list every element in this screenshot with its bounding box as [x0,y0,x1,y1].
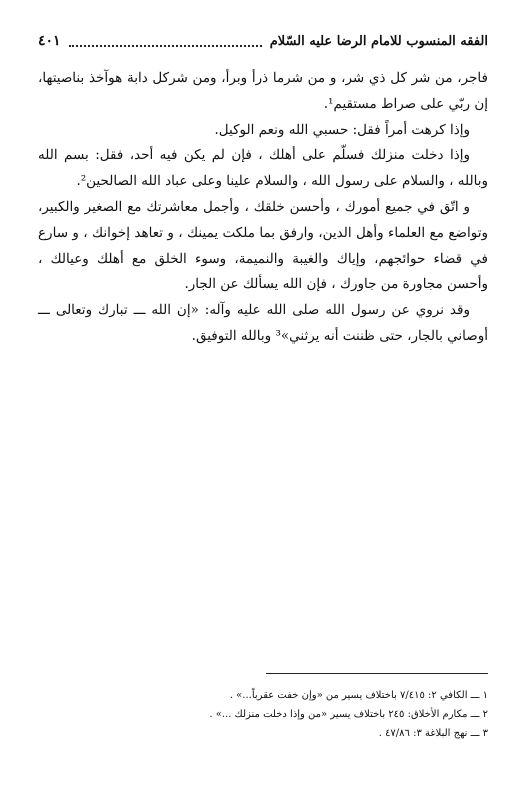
header-dotted-leader [69,35,262,47]
footnotes [38,686,488,743]
running-header [38,30,488,52]
body-paragraph: فاجر، من شر كل ذي شر، و من شرما ذرأ وبرأ، ومن شركل دابة هوآخذ بناصيتها، إن ربّي على صراط مستقيم¹. [38,70,488,112]
body-paragraph: وإذا كرهت أمراً فقل: حسبي الله ونعم الوكيل. [214,121,470,138]
footnote-separator [266,673,488,674]
body-paragraph: و اتّق في جميع أمورك ، وأحسن خلقك ، وأجمل معاشرتك مع الصغير والكبير، وتواضع مع العلماء وأهل الدين، وارفق بما ملكت يمينك ، و تعاهد إخوانك ، و سارع في قضاء حوائجهم، وإياك والغيبة والنميمة، وسوء الخلق مع أهلك وعيالك ، وأحسن مجاورة من جاورك ، فإن الله يسألك عن الجار. [38,198,488,293]
body-paragraph: وإذا دخلت منزلك فسلّم على أهلك ، فإن لم يكن فيه أحد، فقل: بسم الله وبالله ، والسلام على رسول الله ، والسلام علينا وعلى عباد الله الصالحين². [38,147,488,190]
running-header-title: الفقه المنسوب للامام الرضا عليه السّلام [269,33,488,49]
body-text [38,66,488,350]
footnote: ٢ ـــ مكارم الأخلاق: ٢٤٥ باختلاف يسير «من وإذا دخلت منزلك ...» . [209,709,488,720]
body-paragraph: وقد نروي عن رسول الله صلى الله عليه وآله: «إن الله ـــ تبارك وتعالى ـــ أوصاني بالجار، حتى ظننت أنه يرثني»³ وبالله التوفيق. [38,302,488,344]
footnote: ٣ ـــ نهج البلاغة ٣: ٤٧/٨٦ . [378,728,488,739]
page-number: ٤٠١ [38,33,61,49]
footnote: ١ ـــ الكافي ٢: ٧/٤١٥ باختلاف يسير من «وإن خفت عقرباً...» . [229,690,488,701]
